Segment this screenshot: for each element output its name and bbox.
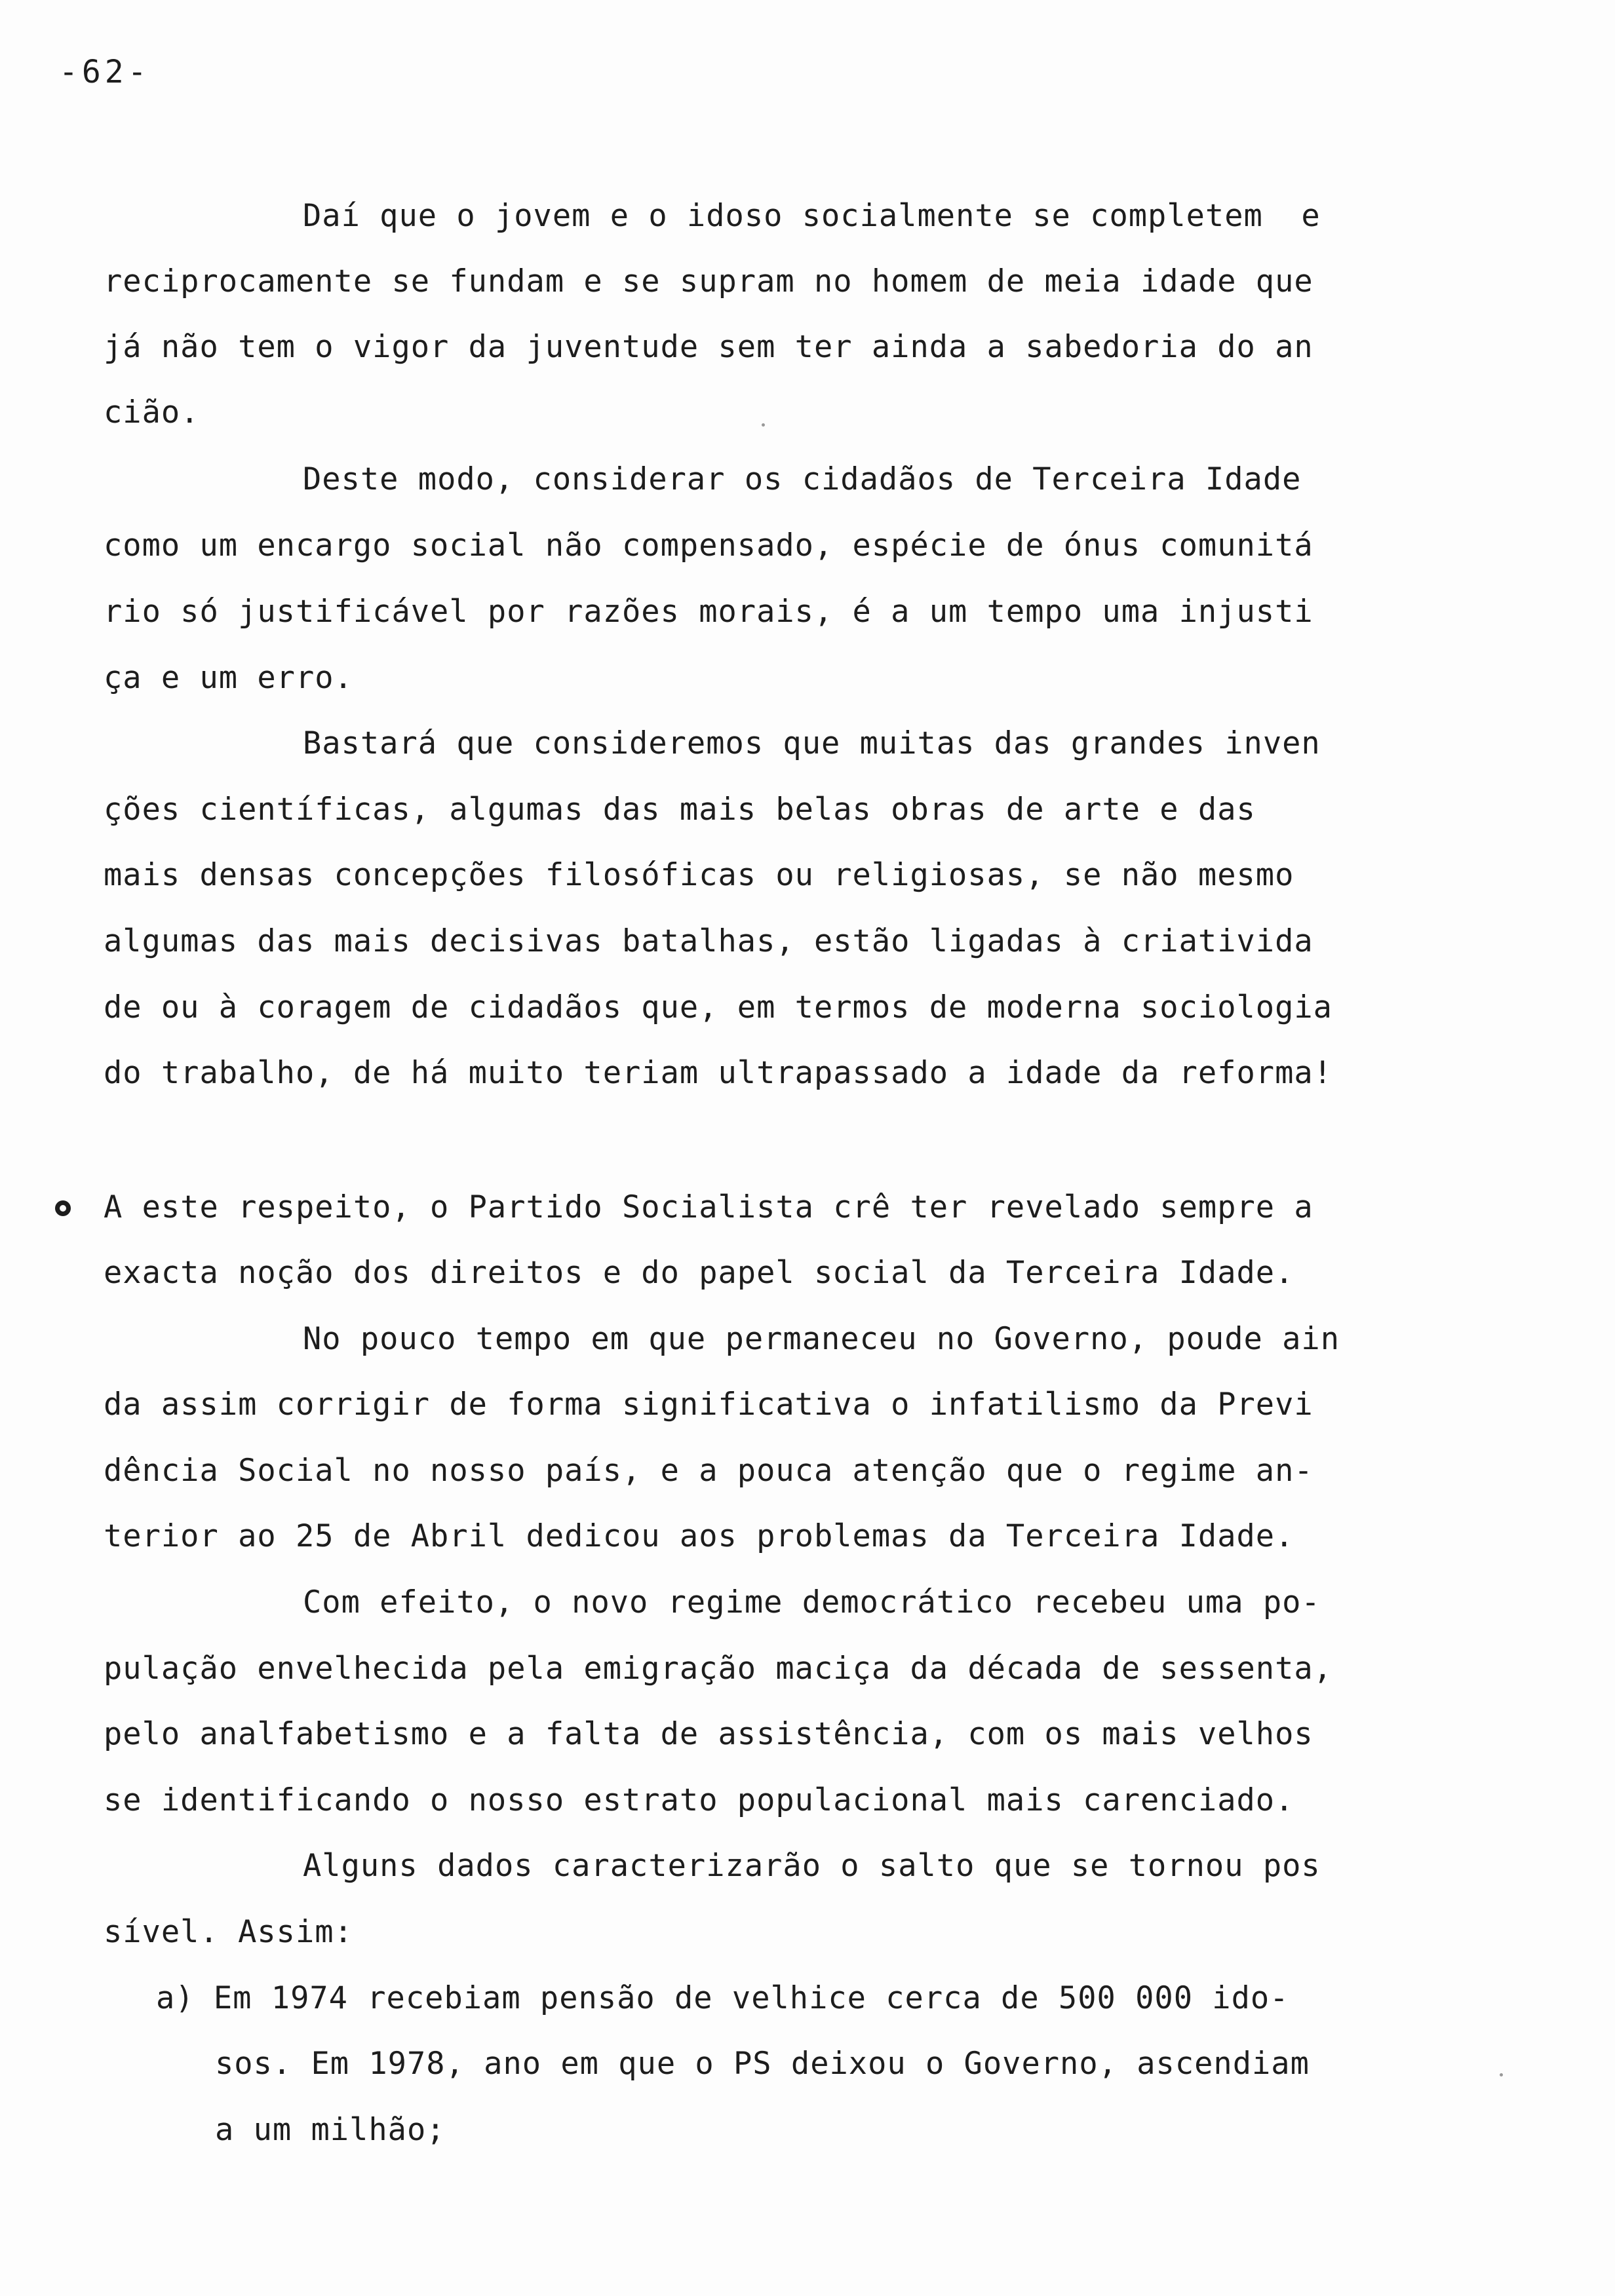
scan-speck [1500, 2073, 1503, 2076]
text-line: cião. [104, 394, 200, 430]
text-line: Com efeito, o novo regime democrático recebeu uma po- [303, 1584, 1321, 1620]
text-line: algumas das mais decisivas batalhas, estão ligadas à criativida [104, 923, 1313, 959]
text-line: dência Social no nosso país, e a pouca atenção que o regime an- [104, 1453, 1313, 1489]
text-line: Deste modo, considerar os cidadãos de Terceira Idade [303, 461, 1302, 497]
text-line: já não tem o vigor da juventude sem ter ainda a sabedoria do an [104, 329, 1313, 365]
text-line: A este respeito, o Partido Socialista crê ter revelado sempre a [104, 1189, 1313, 1225]
list-item-line: a) Em 1974 recebiam pensão de velhice cerca de 500 000 ido- [156, 1980, 1289, 2016]
text-line: terior ao 25 de Abril dedicou aos problemas da Terceira Idade. [104, 1518, 1294, 1554]
text-line: sível. Assim: [104, 1914, 353, 1950]
text-line: ça e um erro. [104, 660, 353, 696]
scan-speck [762, 423, 765, 427]
text-line: exacta noção dos direitos e do papel social da Terceira Idade. [104, 1255, 1294, 1291]
list-item-line: a um milhão; [215, 2112, 446, 2148]
text-line: pelo analfabetismo e a falta de assistência, com os mais velhos [104, 1716, 1313, 1752]
page-number: -62- [59, 54, 151, 90]
text-line: rio só justificável por razões morais, é a um tempo uma injusti [104, 594, 1313, 630]
margin-bullet-mark [55, 1200, 71, 1216]
text-line: Daí que o jovem e o idoso socialmente se completem e [303, 198, 1321, 234]
text-line: se identificando o nosso estrato populacional mais carenciado. [104, 1782, 1294, 1818]
text-line: como um encargo social não compensado, espécie de ónus comunitá [104, 527, 1313, 564]
text-line: pulação envelhecida pela emigração maciça da década de sessenta, [104, 1651, 1333, 1687]
text-line: de ou à coragem de cidadãos que, em termos de moderna sociologia [104, 989, 1333, 1025]
text-line: mais densas concepções filosóficas ou religiosas, se não mesmo [104, 857, 1294, 893]
text-line: ções científicas, algumas das mais belas obras de arte e das [104, 792, 1256, 828]
list-item-line: sos. Em 1978, ano em que o PS deixou o Governo, ascendiam [215, 2046, 1310, 2082]
text-line: Alguns dados caracterizarão o salto que se tornou pos [303, 1848, 1321, 1884]
text-line: reciprocamente se fundam e se supram no homem de meia idade que [104, 263, 1313, 299]
text-line: do trabalho, de há muito teriam ultrapassado a idade da reforma! [104, 1055, 1333, 1091]
text-line: Bastará que consideremos que muitas das grandes inven [303, 725, 1321, 761]
text-line: da assim corrigir de forma significativa o infatilismo da Previ [104, 1387, 1313, 1423]
text-line: No pouco tempo em que permaneceu no Governo, poude ain [303, 1321, 1340, 1357]
